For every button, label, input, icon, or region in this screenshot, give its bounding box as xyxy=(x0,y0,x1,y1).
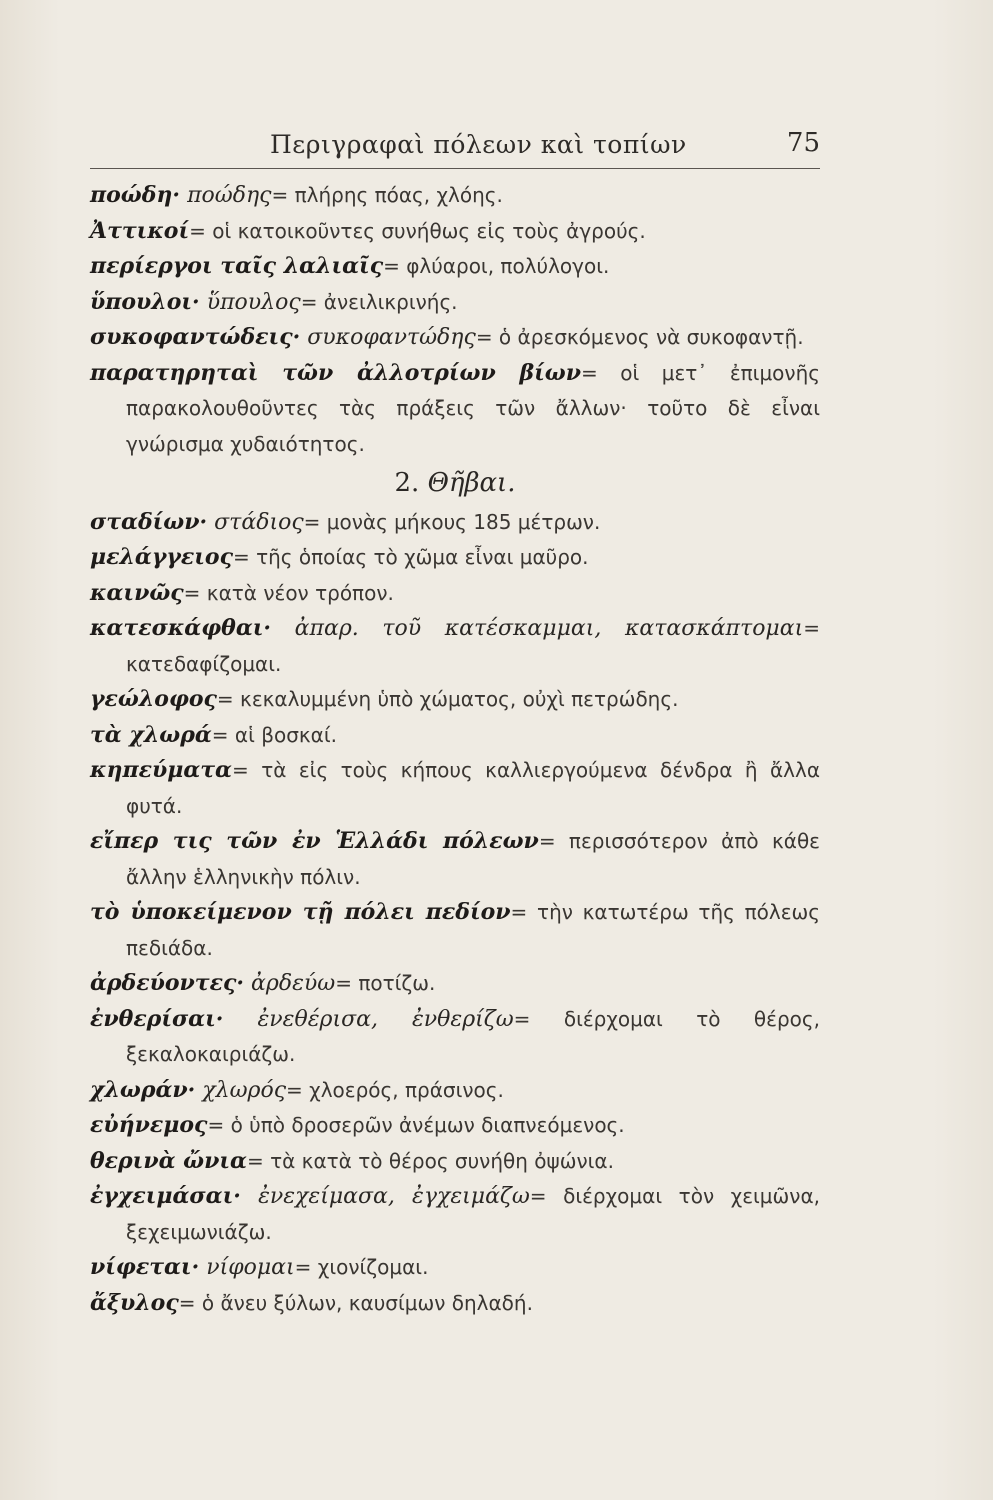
entry-form: ἐνεχείμασα, ἐγχειμάζω xyxy=(258,1184,530,1209)
entry-lemma: ἐνθερίσαι· xyxy=(90,1005,224,1032)
entry-lemma: εὐήνεμος xyxy=(90,1112,208,1138)
entry-lemma: καινῶς xyxy=(90,579,184,606)
glossary-entry xyxy=(90,178,820,214)
entry-lemma: τὰ χλωρά xyxy=(90,721,212,748)
glossary-entry xyxy=(90,1179,820,1250)
entry-form: ποώδης xyxy=(187,183,272,208)
entry-gloss: = χλοερός, πράσινος. xyxy=(286,1077,504,1102)
entry-lemma: ὕπουλοι· xyxy=(90,288,200,315)
glossary-entry xyxy=(90,214,820,250)
entry-form: ἀρδεύω xyxy=(251,971,336,996)
glossary-entry xyxy=(90,320,820,356)
glossary-entry xyxy=(90,1144,820,1180)
entry-gloss: = ἀνειλικρινής. xyxy=(300,289,458,314)
entry-lemma: σταδίων· xyxy=(90,508,208,535)
entry-form: στάδιος xyxy=(214,509,304,535)
entry-gloss: = διέρχομαι τὸν χειμῶνα, ξεχειμωνιάζω. xyxy=(126,1184,820,1244)
entry-gloss: = διέρχομαι τὸ θέρος, ξεκαλοκαιριάζω. xyxy=(126,1006,820,1066)
entry-lemma: νίφεται· xyxy=(90,1254,200,1280)
entry-gloss: = τὰ κατὰ τὸ θέρος συνήθη ὀψώνια. xyxy=(246,1148,614,1173)
glossary-entry xyxy=(90,1073,820,1109)
entry-lemma: τὸ ὑποκείμενον τῇ πόλει πεδίον xyxy=(90,899,511,925)
entry-gloss: = κεκαλυμμένη ὑπὸ χώματος, οὐχὶ πετρώδης. xyxy=(216,687,679,711)
entry-lemma: γεώλοφος xyxy=(90,686,217,712)
glossary-entry xyxy=(90,540,820,576)
entry-gloss: = οἱ μετ᾽ ἐπιμονῆς παρακολουθοῦντες τὰς πράξεις τῶν ἄλλων· τοῦτο δὲ εἶναι γνώρισμα χυδαιότητος. xyxy=(126,360,820,456)
entry-form: ἐνεθέρισα, ἐνθερίζω xyxy=(257,1006,514,1032)
entry-form: χλωρός xyxy=(202,1077,287,1103)
glossary-list-top xyxy=(90,178,820,462)
entry-lemma: κηπεύματα xyxy=(90,757,232,783)
glossary-entry xyxy=(90,505,820,541)
entry-gloss: = κατὰ νέον τρόπον. xyxy=(183,580,394,605)
entry-lemma: ἀρδεύοντες· xyxy=(90,970,245,996)
glossary-entry xyxy=(90,249,820,285)
entry-lemma: συκοφαντώδεις· xyxy=(90,324,301,350)
entry-lemma: ποώδη· xyxy=(90,182,181,208)
entry-lemma: εἴπερ τις τῶν ἐν Ἑλλάδι πόλεων xyxy=(90,828,539,854)
entry-gloss: = τὴν κατωτέρω τῆς πόλεως πεδιάδα. xyxy=(126,900,820,960)
entry-gloss: = τὰ εἰς τοὺς κήπους καλλιεργούμενα δένδρα ἢ ἄλλα φυτά. xyxy=(126,758,820,818)
glossary-entry xyxy=(90,682,820,718)
glossary-entry xyxy=(90,1286,820,1322)
section-heading xyxy=(90,466,820,501)
glossary-entry xyxy=(90,824,820,895)
entry-gloss: = οἱ κατοικοῦντες συνήθως εἰς τοὺς ἀγρούς. xyxy=(189,218,646,243)
page-header xyxy=(90,124,820,169)
entry-form: νίφομαι xyxy=(206,1255,295,1280)
entry-gloss: = ὁ ὑπὸ δροσερῶν ἀνέμων διαπνεόμενος. xyxy=(207,1113,625,1137)
glossary-entry xyxy=(90,576,820,612)
entry-lemma: παρατηρηταὶ τῶν ἀλλοτρίων βίων xyxy=(90,359,582,386)
entry-lemma: Ἀττικοί xyxy=(90,217,190,244)
entry-gloss: = ὁ ἄνευ ξύλων, καυσίμων δηλαδή. xyxy=(178,1290,533,1315)
glossary-entry xyxy=(90,356,820,463)
entry-gloss: = τῆς ὁποίας τὸ χῶμα εἶναι μαῦρο. xyxy=(232,545,589,569)
entry-gloss: = ποτίζω. xyxy=(335,971,436,995)
entry-form: συκοφαντώδης xyxy=(307,325,476,350)
section-number: 2. xyxy=(394,468,420,498)
entry-lemma: κατεσκάφθαι· xyxy=(90,615,272,641)
section-title: Θῆβαι. xyxy=(427,468,516,498)
glossary-entry xyxy=(90,1250,820,1286)
glossary-entry xyxy=(90,753,820,824)
entry-form: ὕπουλος xyxy=(206,289,301,315)
entry-gloss: = χιονίζομαι. xyxy=(294,1255,429,1279)
entry-gloss: = πλήρης πόας, χλόης. xyxy=(271,183,503,207)
entry-gloss: = κατεδαφίζομαι. xyxy=(126,616,820,676)
glossary-entry xyxy=(90,1108,820,1144)
glossary-body xyxy=(90,178,820,1321)
running-title: Περιγραφαὶ πόλεων καὶ τοπίων xyxy=(270,130,687,159)
entry-lemma: θερινὰ ὤνια xyxy=(90,1147,247,1174)
glossary-list-bottom xyxy=(90,505,820,1322)
page-number: 75 xyxy=(786,128,820,158)
entry-lemma: χλωράν· xyxy=(90,1076,196,1103)
entry-lemma: ἐγχειμάσαι· xyxy=(90,1183,241,1209)
glossary-entry xyxy=(90,1002,820,1073)
entry-gloss: = φλύαροι, πολύλογοι. xyxy=(383,254,610,278)
entry-lemma: ἄξυλος xyxy=(90,1289,179,1316)
entry-lemma: μελάγγειος xyxy=(90,544,233,570)
glossary-entry xyxy=(90,895,820,966)
glossary-entry xyxy=(90,966,820,1002)
glossary-entry xyxy=(90,611,820,682)
entry-form: ἀπαρ. τοῦ κατέσκαμμαι, κατασκάπτομαι xyxy=(294,616,804,641)
entry-lemma: περίεργοι ταῖς λαλιαῖς xyxy=(90,253,384,279)
glossary-entry xyxy=(90,285,820,321)
glossary-entry xyxy=(90,718,820,754)
entry-gloss: = περισσότερον ἀπὸ κάθε ἄλλην ἑλληνικὴν πόλιν. xyxy=(126,829,820,889)
entry-gloss: = αἱ βοσκαί. xyxy=(211,722,337,747)
entry-gloss: = μονὰς μήκους 185 μέτρων. xyxy=(303,509,601,534)
entry-gloss: = ὁ ἀρεσκόμενος νὰ συκοφαντῇ. xyxy=(475,325,804,349)
